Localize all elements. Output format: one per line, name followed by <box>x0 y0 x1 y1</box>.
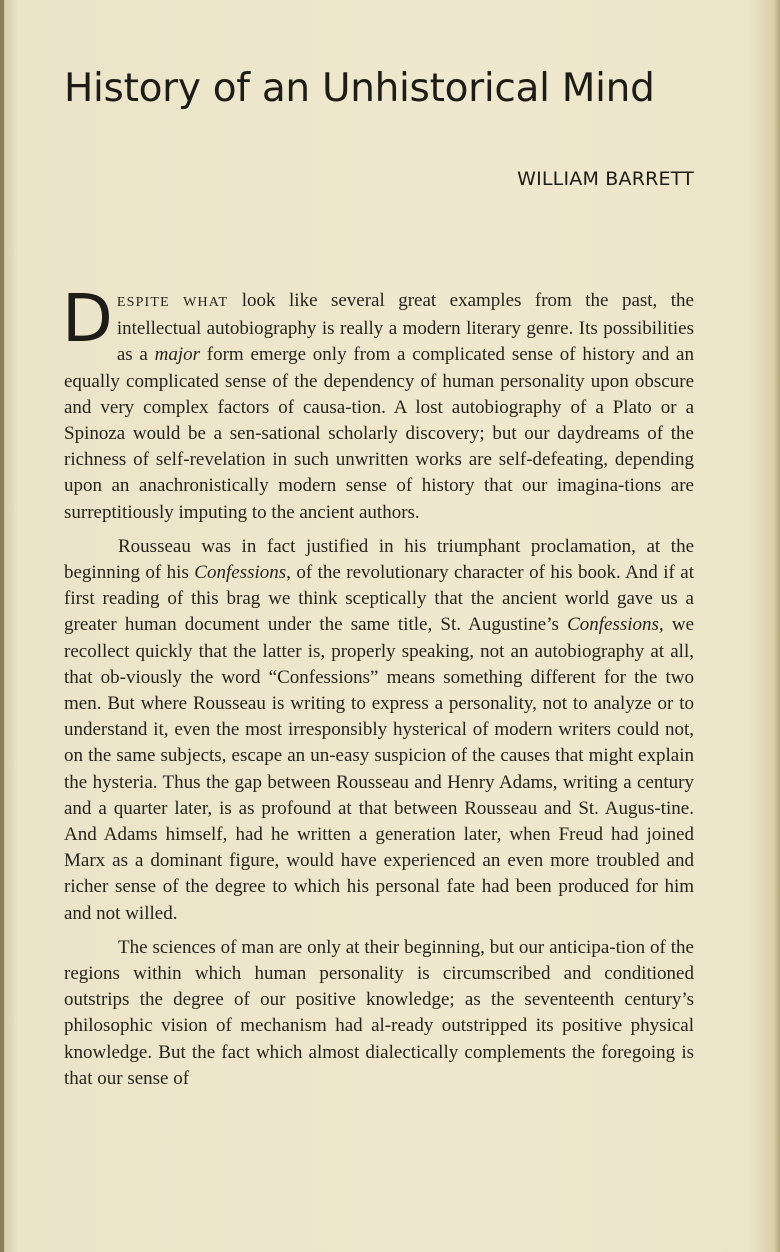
paragraph-3 <box>64 935 694 1092</box>
article-body <box>62 280 694 1100</box>
article-title: History of an Unhistorical Mind <box>64 66 655 111</box>
page-spine-shadow <box>0 0 4 1252</box>
paragraph-1 <box>62 280 694 526</box>
paragraph-2-text-a: Rousseau was in fact justified in his triumphant proclamation, at the beginning of his <box>64 535 694 584</box>
paragraph-2-text-c: we recollect quickly that the latter is, properly speaking, not an autobiography at all, that ob-viously the word “Confessions” means something different for the two men. But where Rousseau is writing to express a personality, not to analyze or to understand it, even the most irresponsibly hysterical of modern writers could not, on the same subjects, escape an un-easy suspicion of the causes that might explain the hysteria. Thus the gap between Rousseau and Henry Adams, writing a century and a quarter later, is as profound at that between Rousseau and St. Augus-tine. And Adams himself, had he written a generation later, when Freud had joined Marx as a dominant figure, would have experienced an even more troubled and richer sense of the degree to which his personal fate had been produced for him and not willed. <box>64 614 694 924</box>
drop-cap: D <box>62 280 113 357</box>
paragraph-2-text-b: of the revolutionary character of his book. And if at first reading of this brag we think sceptically that the ancient world gave us a greater human document under the same title, St. Augustine’s <box>64 562 694 636</box>
author-name: WILLIAM BARRETT <box>517 168 694 190</box>
paragraph-2 <box>64 534 694 927</box>
small-caps-opening: ESPITE WHAT <box>116 295 229 310</box>
paragraph-1-italic-major: major <box>154 344 201 366</box>
page-edge-shadow <box>774 0 780 1252</box>
paragraph-1-text-a: look like several great examples from the past, the intellectual autobiography is really a modern literary genre. Its possibilities as a <box>116 290 694 366</box>
paragraph-1-text-b: form emerge only from a complicated sense of history and an equally complicated sense of the dependency of human personality upon obscure and very complex factors of causa-tion. A lost autobiography of a Plato or a Spinoza would be a sen-sational scholarly discovery; but our daydreams of the richness of self-revelation in such unwritten works are self-defeating, depending upon an anachronistically modern sense of history that our imagina-tions are surreptitiously imputing to the ancient authors. <box>64 344 694 523</box>
paragraph-2-italic-confessions-1: Confessions, <box>194 562 291 584</box>
paragraph-3-text: The sciences of man are only at their beginning, but our anticipa-tion of the regions within which human personality is circumscribed and conditioned outstrips the degree of our positive knowledge; as the seventeenth century’s philosophic vision of mechanism had al-ready outstripped its positive physical knowledge. But the fact which almost dialectically complements the foregoing is that our sense of <box>64 936 694 1089</box>
paragraph-2-italic-confessions-2: Confessions, <box>567 614 664 636</box>
